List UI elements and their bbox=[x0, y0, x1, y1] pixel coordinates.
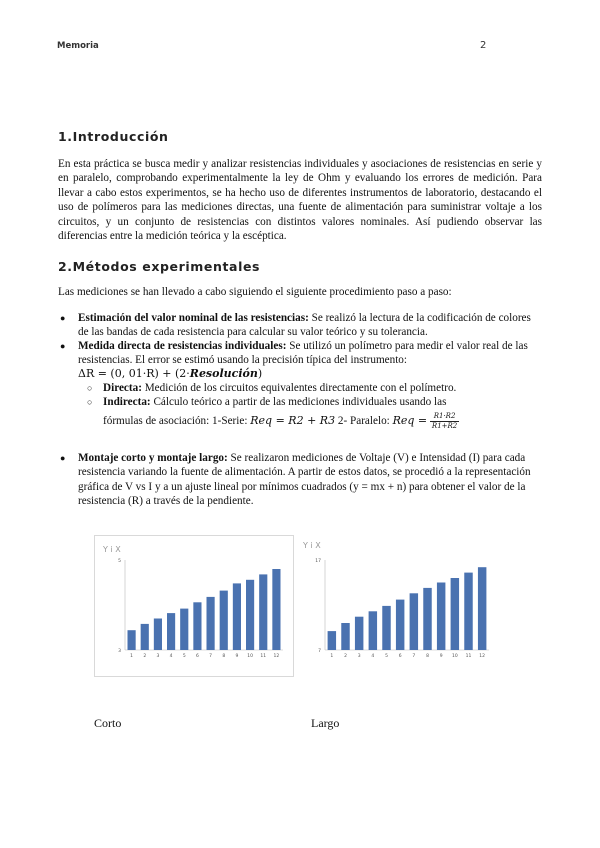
bar bbox=[382, 606, 390, 650]
bullet-nominal-text: Se realizó la lectura de la codificación de colores de las bandas de cada resistencia para calcular su valor teórico y su tolerancia. bbox=[78, 312, 531, 339]
sub-indirect-bold: Indirecta: bbox=[103, 396, 151, 408]
bar bbox=[396, 600, 404, 650]
x-tick-label: 8 bbox=[426, 654, 429, 659]
sub-bullet-direct bbox=[87, 381, 533, 395]
chart-largo-svg bbox=[299, 536, 495, 676]
series-formula: Req = R2 + R3 bbox=[250, 414, 336, 427]
x-tick-label: 4 bbox=[169, 654, 173, 659]
chart-title: Y i X bbox=[103, 545, 121, 554]
x-tick-label: 5 bbox=[385, 654, 388, 659]
formulas-intro: fórmulas de asociación: 1-Serie: bbox=[103, 415, 251, 427]
intro-heading: 1.Introducción bbox=[58, 129, 169, 144]
bar bbox=[128, 630, 136, 650]
bar bbox=[328, 631, 336, 650]
bar bbox=[193, 602, 201, 650]
error-formula-c: ) bbox=[257, 367, 263, 380]
y-tick-label: 17 bbox=[315, 559, 321, 564]
y-tick-label: 7 bbox=[318, 649, 321, 654]
bullet-nominal-bold: Estimación del valor nominal de las resistencias: bbox=[78, 312, 309, 324]
error-formula-a: ΔR = (0, 01·R) + (2· bbox=[78, 367, 190, 380]
bullet-montaje-text: Se realizaron mediciones de Voltaje (V) e Intensidad (I) para cada resistencia variando la fuente de alimentación. A partir de estos datos, se procedió a la representación gráfica de V vs I y a un ajuste lineal por mínimos cuadrados (y = mx + n) para obtener el valor de la resistencia (R) a través de la pendiente. bbox=[78, 452, 531, 508]
bar bbox=[207, 597, 215, 650]
x-tick-label: 7 bbox=[209, 654, 213, 659]
x-tick-label: 12 bbox=[479, 654, 486, 659]
caption-largo: Largo bbox=[311, 716, 340, 730]
bar bbox=[167, 613, 175, 650]
x-tick-label: 7 bbox=[412, 654, 416, 659]
bar bbox=[451, 578, 459, 650]
error-formula bbox=[78, 367, 262, 380]
sub-direct-bold: Directa: bbox=[103, 382, 142, 394]
x-tick-label: 2 bbox=[344, 654, 347, 659]
methods-intro: Las mediciones se han llevado a cabo siguiendo el siguiente procedimiento paso a paso: bbox=[58, 286, 452, 298]
bar bbox=[410, 593, 418, 650]
bar bbox=[341, 623, 349, 650]
chart-title: Y i X bbox=[303, 541, 321, 550]
bullet-dot: ● bbox=[60, 341, 66, 351]
x-tick-label: 4 bbox=[371, 654, 375, 659]
bullet-direct-bold: Medida directa de resistencias individuales: bbox=[78, 340, 287, 352]
x-tick-label: 2 bbox=[143, 654, 147, 659]
sub-bullet-ring: ○ bbox=[87, 383, 93, 393]
x-tick-label: 12 bbox=[273, 654, 280, 659]
error-formula-b: Resolución bbox=[189, 367, 258, 380]
sub-indirect-text: Cálculo teórico a partir de las mediciones individuales usando las bbox=[150, 396, 447, 408]
caption-corto: Corto bbox=[94, 716, 122, 730]
bar bbox=[369, 611, 377, 650]
x-tick-label: 9 bbox=[439, 654, 443, 659]
x-tick-label: 6 bbox=[195, 654, 199, 659]
x-tick-label: 6 bbox=[398, 654, 402, 659]
methods-heading: 2.Métodos experimentales bbox=[58, 259, 261, 274]
bar bbox=[259, 574, 267, 650]
x-tick-label: 10 bbox=[247, 654, 253, 659]
bar bbox=[220, 591, 228, 650]
bar bbox=[233, 583, 241, 650]
chart-largo bbox=[298, 535, 496, 677]
sub-bullet-ring: ○ bbox=[87, 397, 93, 407]
parallel-formula-lhs: Req = bbox=[392, 414, 428, 427]
x-tick-label: 10 bbox=[451, 654, 458, 659]
parallel-fraction bbox=[430, 412, 459, 431]
sub-direct-text: Medición de los circuitos equivalentes directamente con el polímetro. bbox=[141, 382, 457, 394]
x-tick-label: 1 bbox=[130, 654, 134, 659]
y-tick-label: 5 bbox=[118, 559, 121, 564]
bullet-montaje-bold: Montaje corto y montaje largo: bbox=[78, 452, 228, 464]
bar bbox=[246, 580, 254, 650]
bullet-dot: ● bbox=[60, 453, 66, 463]
bar bbox=[272, 569, 280, 650]
sub-bullet-indirect bbox=[87, 395, 533, 409]
bar bbox=[141, 624, 149, 650]
x-tick-label: 11 bbox=[260, 654, 267, 659]
x-tick-label: 3 bbox=[357, 654, 361, 659]
association-formulas bbox=[103, 411, 533, 431]
bullet-direct-text: Se utilizó un polímetro para medir el valor real de las resistencias. El error se estimó usando la precisión típica del instrumento: bbox=[78, 340, 528, 367]
bullet-nominal bbox=[60, 311, 538, 340]
bullet-montaje bbox=[60, 451, 538, 509]
bar bbox=[355, 617, 363, 650]
header-left: Memoria bbox=[57, 41, 99, 51]
parallel-numerator: R1·R2 bbox=[430, 412, 459, 422]
bullet-direct bbox=[60, 339, 538, 368]
x-tick-label: 9 bbox=[235, 654, 239, 659]
y-tick-label: 3 bbox=[118, 649, 121, 654]
bar bbox=[154, 619, 162, 651]
x-tick-label: 1 bbox=[330, 654, 334, 659]
bar bbox=[478, 567, 486, 650]
bar bbox=[437, 583, 445, 651]
bar bbox=[180, 609, 188, 650]
page-number: 2 bbox=[480, 40, 487, 51]
chart-corto-svg bbox=[95, 536, 293, 676]
x-tick-label: 8 bbox=[222, 654, 226, 659]
formulas-parallel-label: 2- Paralelo: bbox=[335, 415, 393, 427]
bullet-dot: ● bbox=[60, 313, 66, 323]
intro-paragraph: En esta práctica se busca medir y analizar resistencias individuales y asociaciones de resistencias en serie y en paralelo, comprobando experimentalmente la ley de Ohm y evaluando los errores de medición. Para llevar a cabo estos experimentos, se ha hecho uso de diferentes instrumentos de laboratorio, destacando el uso de polímeros para las mediciones directas, una fuente de alimentación para suministrar voltaje a los circuitos, y un conjunto de resistencias con distintos valores nominales. Así pudiendo observar las diferencias entre la medición teórica y la escéptica. bbox=[58, 158, 542, 243]
parallel-denominator: R1+R2 bbox=[431, 421, 458, 430]
x-tick-label: 11 bbox=[465, 654, 472, 659]
x-tick-label: 3 bbox=[156, 654, 160, 659]
bar bbox=[423, 588, 431, 650]
chart-corto bbox=[94, 535, 294, 677]
bar bbox=[464, 573, 472, 650]
x-tick-label: 5 bbox=[182, 654, 186, 659]
